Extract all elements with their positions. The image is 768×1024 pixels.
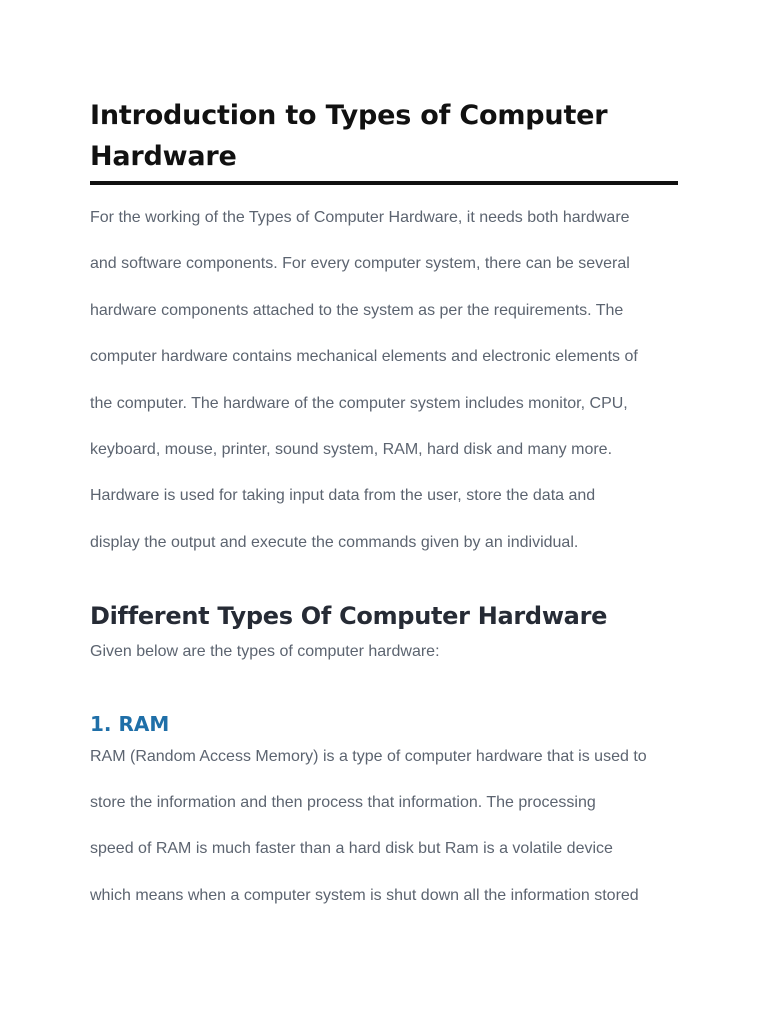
title-divider [90, 181, 678, 185]
item-heading-ram: 1. RAM [90, 712, 170, 736]
intro-line: and software components. For every computer system, there can be several [90, 255, 630, 273]
ram-line: RAM (Random Access Memory) is a type of computer hardware that is used to [90, 748, 647, 765]
ram-line: speed of RAM is much faster than a hard disk but Ram is a volatile device [90, 840, 613, 858]
title-line: Introduction to Types of Computer [90, 100, 608, 131]
intro-line: For the working of the Types of Computer Hardware, it needs both hardware [90, 209, 630, 226]
ram-line: which means when a computer system is shut down all the information stored [90, 886, 639, 904]
page-title [90, 95, 678, 177]
title-line: Hardware [90, 141, 237, 172]
ram-paragraph [90, 734, 678, 919]
intro-line: display the output and execute the commands given by an individual. [90, 533, 579, 551]
intro-line: keyboard, mouse, printer, sound system, RAM, hard disk and many more. [90, 441, 613, 459]
intro-line: computer hardware contains mechanical elements and electronic elements of [90, 348, 638, 366]
intro-line: the computer. The hardware of the computer system includes monitor, CPU, [90, 394, 628, 412]
ram-line: store the information and then process that information. The processing [90, 794, 596, 812]
intro-line: hardware components attached to the system as per the requirements. The [90, 301, 624, 319]
section-heading: Different Types Of Computer Hardware [90, 602, 608, 630]
intro-paragraph [90, 195, 678, 566]
intro-line: Hardware is used for taking input data from the user, store the data and [90, 487, 596, 505]
section-intro: Given below are the types of computer hardware: [90, 643, 440, 660]
